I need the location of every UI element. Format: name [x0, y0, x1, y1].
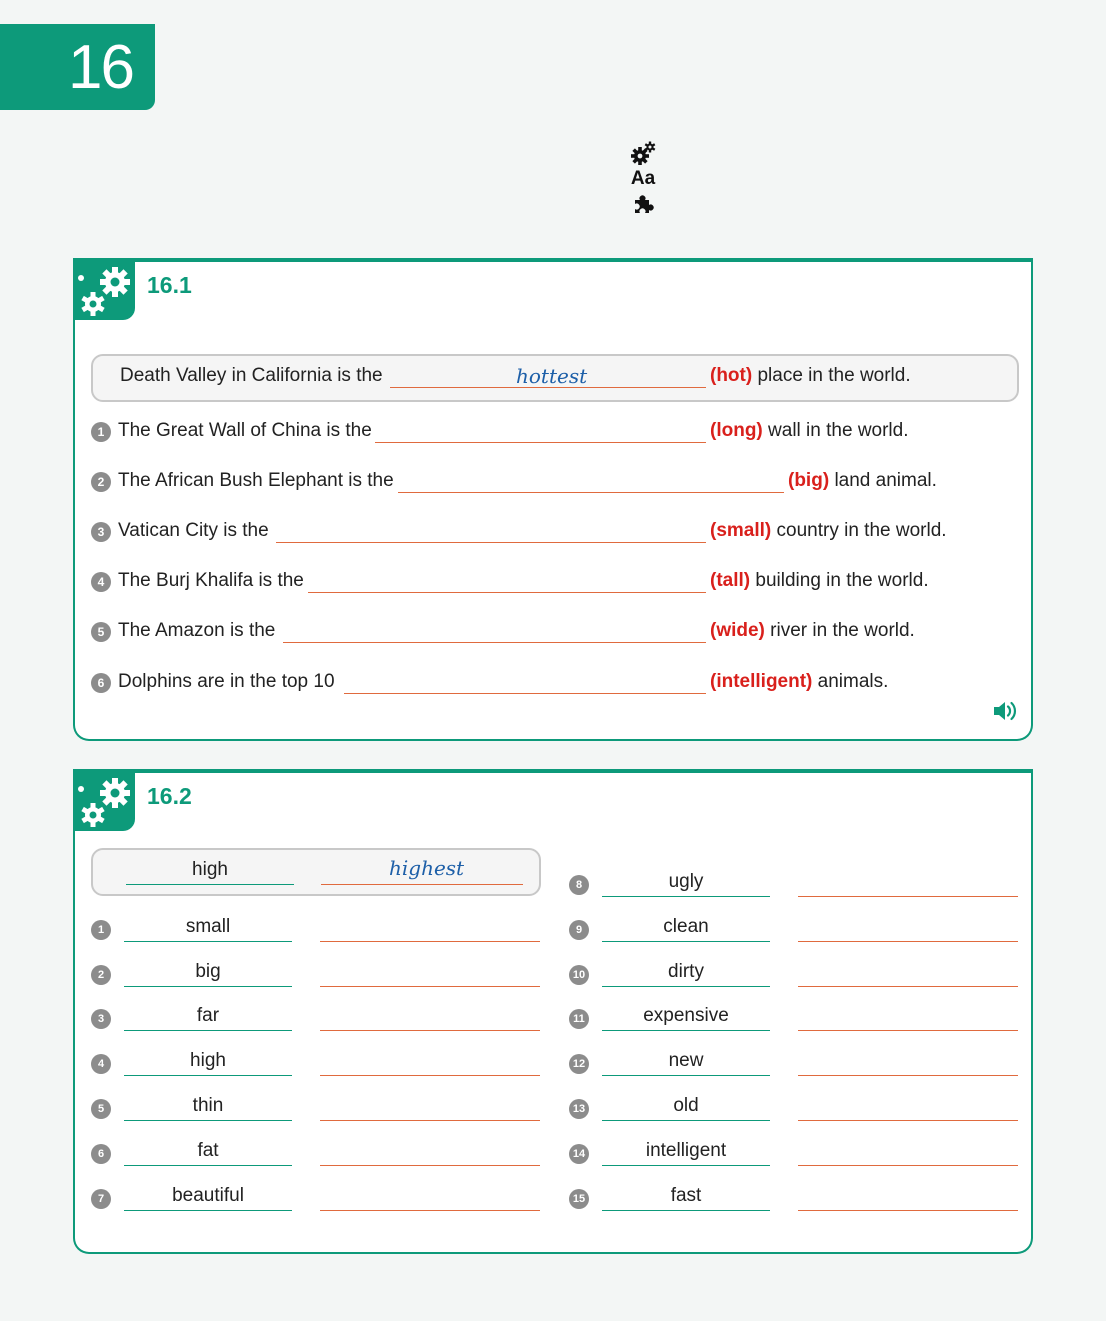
item-number: 4 [91, 1054, 111, 1074]
example-answer: hottest [516, 364, 588, 388]
adjective-hint: (big) [788, 470, 830, 491]
base-adjective: old [602, 1091, 770, 1121]
sentence-tail: (intelligent) animals. [710, 671, 889, 692]
base-adjective: thin [124, 1091, 292, 1121]
sentence-row [91, 617, 1021, 647]
adjective-hint: (hot) [710, 365, 753, 386]
item-number: 3 [91, 522, 111, 542]
puzzle-icon [626, 192, 660, 221]
word-row [569, 1134, 1019, 1170]
word-row [91, 1044, 541, 1080]
item-number: 10 [569, 965, 589, 985]
sentence-tail: (tall) building in the world. [710, 570, 929, 591]
word-row [569, 999, 1019, 1035]
answer-blank[interactable] [283, 642, 706, 643]
answer-line[interactable] [320, 1091, 540, 1121]
answer-blank[interactable] [375, 442, 706, 443]
item-number: 3 [91, 1009, 111, 1029]
item-number: 6 [91, 1144, 111, 1164]
answer-line[interactable] [798, 1181, 1018, 1211]
answer-line[interactable] [320, 957, 540, 987]
exercise-badge [73, 258, 135, 320]
item-number: 6 [91, 673, 111, 693]
item-number: 5 [91, 1099, 111, 1119]
item-number: 13 [569, 1099, 589, 1119]
word-row [569, 910, 1019, 946]
word-row [91, 1089, 541, 1125]
exercise-number: 16.1 [147, 272, 192, 298]
item-number: 4 [91, 572, 111, 592]
exercise-number: 16.2 [147, 783, 192, 809]
answer-blank[interactable] [398, 492, 784, 493]
item-number: 2 [91, 965, 111, 985]
adjective-hint: (small) [710, 520, 772, 541]
base-adjective: far [124, 1001, 292, 1031]
sentence-lead: The African Bush Elephant is the [118, 470, 394, 491]
answer-line[interactable] [798, 1136, 1018, 1166]
word-row [91, 1179, 541, 1215]
sentence-row [91, 467, 1021, 497]
base-adjective: clean [602, 912, 770, 942]
skill-icons [626, 140, 660, 221]
answer-line[interactable] [798, 912, 1018, 942]
word-row [569, 1179, 1019, 1215]
sentence-lead: The Amazon is the [118, 620, 276, 641]
gears-icon [626, 140, 660, 168]
item-number: 1 [91, 422, 111, 442]
speaker-icon[interactable] [993, 700, 1019, 727]
base-adjective: high [124, 1046, 292, 1076]
word-row [569, 1089, 1019, 1125]
answer-line[interactable] [320, 1001, 540, 1031]
answer-line[interactable] [798, 957, 1018, 987]
gears-icon [75, 771, 133, 829]
word-row [91, 999, 541, 1035]
word-row [91, 910, 541, 946]
letters-icon: Aa [630, 168, 656, 189]
adjective-hint: (tall) [710, 570, 751, 591]
sentence-row [91, 517, 1021, 547]
base-adjective: ugly [602, 867, 770, 897]
word-row [91, 1134, 541, 1170]
item-number: 9 [569, 920, 589, 940]
item-number: 11 [569, 1009, 589, 1029]
sentence-tail: (wide) river in the world. [710, 620, 915, 641]
item-number: 12 [569, 1054, 589, 1074]
sentence-lead: Death Valley in California is the [120, 365, 383, 386]
sentence-tail: (long) wall in the world. [710, 420, 909, 441]
word-row [569, 1044, 1019, 1080]
sentence-row [91, 567, 1021, 597]
unit-number: 16 [68, 32, 133, 102]
word-row [91, 955, 541, 991]
answer-line[interactable] [798, 1091, 1018, 1121]
adjective-hint: (wide) [710, 620, 765, 641]
word-row [569, 865, 1019, 901]
answer-blank[interactable] [344, 693, 706, 694]
answer-blank[interactable] [308, 592, 706, 593]
exercise-16-2-panel [73, 769, 1033, 1254]
answer-line[interactable] [798, 867, 1018, 897]
adjective-hint: (long) [710, 420, 763, 441]
base-adjective: small [124, 912, 292, 942]
answer-line[interactable] [320, 912, 540, 942]
example-word-row [93, 853, 543, 889]
base-adjective: intelligent [602, 1136, 770, 1166]
item-number: 5 [91, 622, 111, 642]
base-adjective: new [602, 1046, 770, 1076]
exercise-16-1-panel [73, 258, 1033, 741]
answer-line[interactable] [320, 1181, 540, 1211]
answer-line[interactable] [798, 1001, 1018, 1031]
item-number: 7 [91, 1189, 111, 1209]
base-adjective: fast [602, 1181, 770, 1211]
item-number: 1 [91, 920, 111, 940]
sentence-tail: (big) land animal. [788, 470, 937, 491]
base-adjective: dirty [602, 957, 770, 987]
adjective-hint: (intelligent) [710, 671, 813, 692]
sentence-row [91, 668, 1021, 698]
item-number: 8 [569, 875, 589, 895]
sentence-tail: (hot) place in the world. [710, 365, 911, 386]
base-adjective: high [126, 855, 294, 885]
item-number: 2 [91, 472, 111, 492]
sentence-lead: The Burj Khalifa is the [118, 570, 304, 591]
sentence-tail: (small) country in the world. [710, 520, 947, 541]
sentence-lead: Vatican City is the [118, 520, 269, 541]
item-number: 15 [569, 1189, 589, 1209]
answer-line[interactable] [320, 1136, 540, 1166]
word-row [569, 955, 1019, 991]
unit-number-tab [0, 24, 155, 110]
base-adjective: big [124, 957, 292, 987]
example-answer: highest [389, 856, 465, 880]
base-adjective: beautiful [124, 1181, 292, 1211]
sentence-lead: Dolphins are in the top 10 [118, 671, 335, 692]
sentence-lead: The Great Wall of China is the [118, 420, 372, 441]
exercise-badge [73, 769, 135, 831]
base-adjective: fat [124, 1136, 292, 1166]
answer-line[interactable] [320, 1046, 540, 1076]
sentence-row [91, 417, 1021, 447]
example-sentence [91, 362, 1021, 392]
answer-line[interactable] [798, 1046, 1018, 1076]
base-adjective: expensive [602, 1001, 770, 1031]
gears-icon [75, 260, 133, 318]
item-number: 14 [569, 1144, 589, 1164]
answer-blank[interactable] [276, 542, 706, 543]
